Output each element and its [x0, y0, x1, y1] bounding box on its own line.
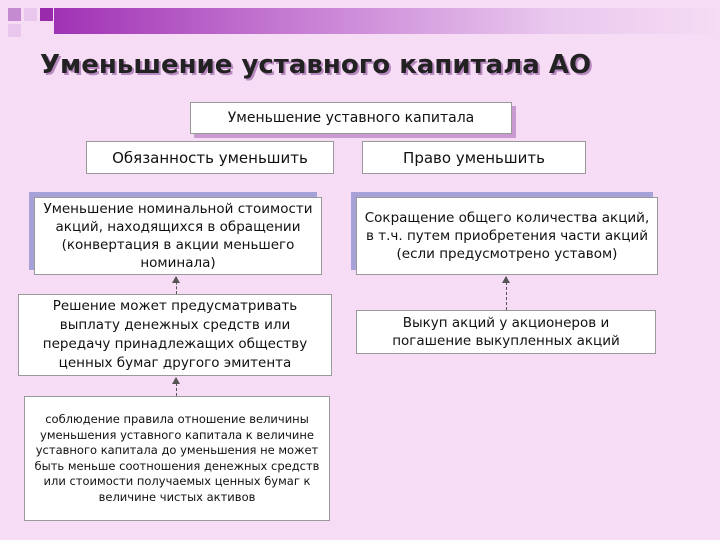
slide-title: Уменьшение уставного капитала АО [40, 50, 592, 80]
root-box: Уменьшение уставного капитала [190, 102, 512, 134]
corner-square-1 [8, 8, 21, 21]
right-box-reduction: Сокращение общего количества акций, в т.ч. путем приобретения части акций (если предусмотрено уставом) [356, 197, 658, 275]
left-arrow-1 [172, 276, 180, 283]
right-header-box: Право уменьшить [362, 141, 586, 174]
left-box-decision: Решение может предусматривать выплату денежных средств или передачу принадлежащих обществу ценных бумаг другого эмитента [18, 294, 332, 376]
left-header-box: Обязанность уменьшить [86, 141, 334, 174]
left-arrow-2 [172, 377, 180, 384]
right-box-buyback: Выкуп акций у акционеров и погашение выкупленных акций [356, 310, 656, 354]
left-box-rule: соблюдение правила отношение величины уменьшения уставного капитала к величине уставного капитала до уменьшения не может быть меньше соотношения денежных средств или стоимости получаемых ценных бумаг к величине чистых активов [24, 396, 330, 521]
corner-square-3 [8, 24, 21, 37]
left-box-nominal: Уменьшение номинальной стоимости акций, находящихся в обращении (конвертация в акции меньшего номинала) [34, 197, 322, 275]
corner-square-2 [24, 8, 37, 21]
corner-square-4 [40, 8, 53, 21]
header-gradient-band [54, 8, 720, 34]
right-arrow [502, 276, 510, 283]
